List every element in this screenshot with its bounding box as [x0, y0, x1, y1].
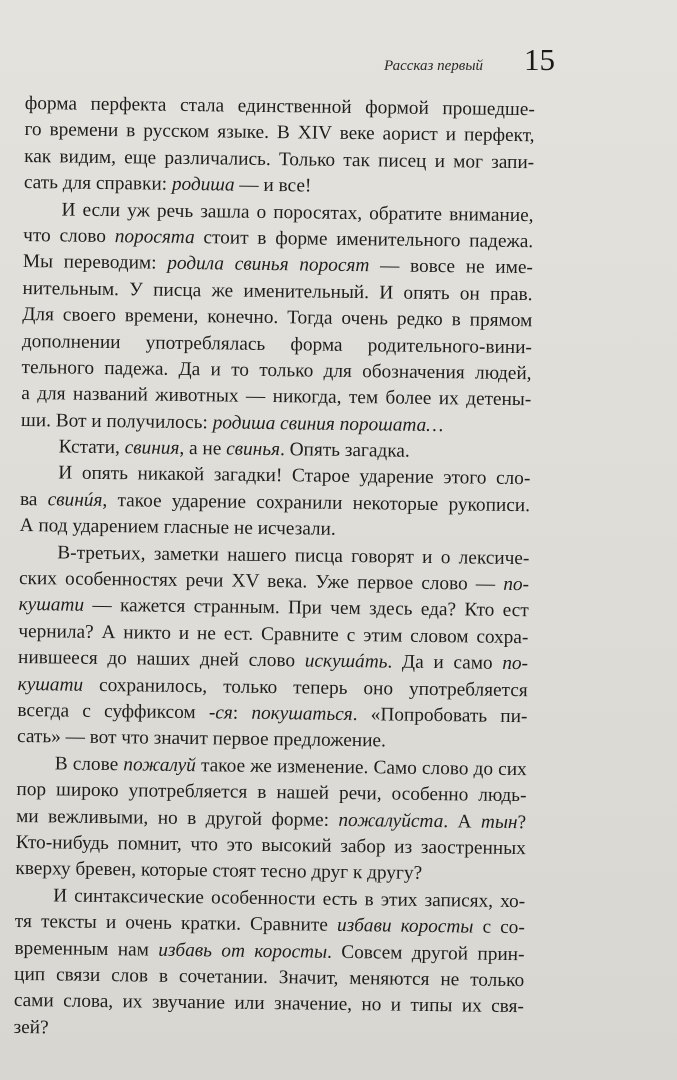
text-run: . Да и само: [387, 651, 503, 675]
text-run: дополнении употреблялась форма родительного-вини-: [21, 330, 533, 358]
italic-term: пожалуй: [123, 754, 196, 776]
text-run: В слове: [54, 753, 124, 776]
text-run: В-третьих, заметки нашего писца говорят и о лексиче-: [57, 542, 530, 569]
page-header: [0, 40, 677, 84]
text-run: . «Попробовать пи-: [352, 704, 528, 728]
text-run: ши. Вот и получилось:: [20, 409, 213, 434]
body-text: [13, 91, 535, 1047]
text-run: — и все!: [234, 174, 312, 197]
text-run: цип связи слов в сочетании. Значит, меняются не только: [14, 963, 525, 992]
text-run: как видим, еще различались. Только так писец и мог запи-: [24, 145, 535, 174]
italic-term: родиша: [171, 173, 235, 196]
text-run: . Совсем другой прин-: [326, 941, 525, 965]
text-run: ми вежливыми, но в другой форме:: [16, 805, 339, 831]
text-run: зей?: [13, 1016, 49, 1039]
text-run: А под ударением гласные не исчезали.: [19, 515, 336, 541]
text-run: всегда с суффиксом: [17, 699, 210, 724]
text-run: И синтаксические особенности есть в этих записях, хо-: [53, 885, 526, 912]
text-run: — кажется странным. При чем здесь еда? Кто ест: [83, 595, 529, 622]
italic-term: свиния: [124, 437, 180, 459]
italic-term: тын: [480, 811, 518, 833]
italic-term: по-: [502, 653, 529, 675]
text-run: кверху бревен, которые стоят тесно друг к другу?: [15, 858, 423, 885]
text-run: что слово: [23, 224, 115, 248]
text-run: . А: [443, 810, 482, 833]
italic-term: пожалуйста: [338, 809, 444, 832]
text-run: Для своего времени, конечно. Тогда очень редко в прямом: [22, 304, 533, 332]
text-run: чернила? А никто и не ест. Сравните с этим словом сохра-: [18, 620, 529, 649]
italic-term: покушаться: [251, 702, 353, 726]
text-run: ?: [517, 811, 527, 833]
running-title: Рассказ первый: [384, 58, 483, 74]
text-run: с со-: [473, 916, 525, 939]
text-run: сать» — вот что значит первое предложение.: [16, 726, 387, 752]
text-run: , а не: [179, 437, 227, 460]
text-run: пор широко употребляется в нашей речи, особенно людь-: [16, 779, 527, 807]
italic-term: родиша свиния порошата…: [212, 412, 444, 436]
italic-term: кушати: [18, 594, 85, 617]
text-run: ва: [19, 488, 48, 511]
text-run: нительным. У писца же именительный. И опять он прав.: [22, 277, 533, 305]
text-run: нившееся до наших дней слово: [17, 647, 305, 672]
italic-term: избавь от коросты: [158, 939, 328, 963]
italic-term: кушати: [17, 673, 84, 696]
italic-term: свинья: [226, 438, 281, 461]
italic-term: избави коросты: [336, 914, 474, 938]
text-run: а для названий животных — никогда, тем более их детены-: [21, 383, 532, 411]
italic-term: -ся: [208, 702, 233, 724]
text-run: — вовсе не име-: [369, 255, 534, 279]
text-run: сохранилось, только теперь оно употребляется: [82, 674, 528, 701]
italic-term: поросята: [114, 226, 195, 249]
italic-term: искушáть: [304, 650, 388, 673]
text-run: Кстати,: [58, 436, 125, 459]
page-number: 15: [524, 42, 555, 77]
text-run: временным нам: [14, 937, 159, 961]
text-run: :: [232, 702, 252, 724]
italic-term: по-: [503, 573, 530, 596]
text-run: такое же изменение. Само слово до сих: [195, 754, 527, 780]
text-run: го времени в русском языке. В XIV веке аорист и перфект,: [24, 119, 535, 147]
text-run: Кто-нибудь помнит, что это высокий забор из заостренных: [15, 831, 526, 860]
text-run: форма перфекта стала единственной формой прошедше-: [24, 92, 535, 121]
text-run: стоит в форме именительного падежа.: [194, 227, 534, 253]
text-run: ских особенностях речи XV века. Уже первое слово —: [18, 567, 504, 595]
text-run: тя тексты и очень кратки. Сравните: [14, 911, 338, 936]
text-run: сать для справки:: [23, 172, 173, 195]
text-run: сами слова, их звучание или значение, но и типы их свя-: [13, 990, 524, 1018]
text-run: , такое ударение сохранили некоторые рукописи.: [102, 489, 531, 517]
text-run: тельного падежа. Да и то только для обозначения людей,: [21, 356, 532, 385]
text-run: . Опять загадка.: [279, 439, 410, 462]
text-run: Мы переводим:: [22, 251, 168, 275]
text-run: И если уж речь зашла о поросятах, обратите внимание,: [61, 199, 534, 226]
text-run: И опять никакой загадки! Старое ударение этого сло-: [58, 462, 531, 490]
italic-term: свинúя: [47, 489, 103, 511]
italic-term: родила свинья поросят: [167, 253, 370, 277]
